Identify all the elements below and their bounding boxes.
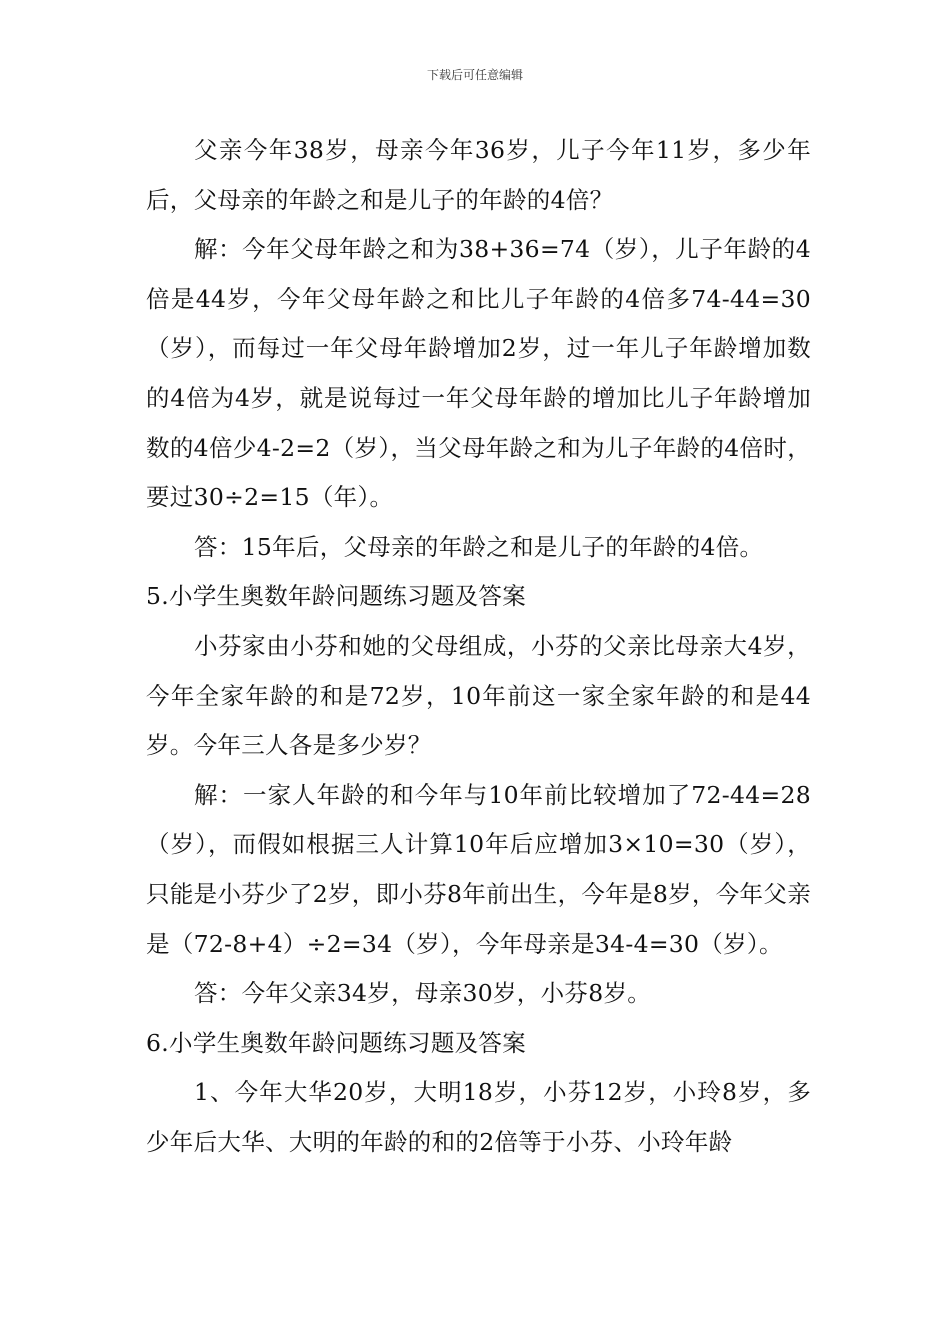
problem-5-question: 小芬家由小芬和她的父母组成，小芬的父亲比母亲大4岁，今年全家年龄的和是72岁，10年前这一家全家年龄的和是44岁。今年三人各是多少岁？ xyxy=(146,631,811,760)
problem-5-solution: 解：一家人年龄的和今年与10年前比较增加了72-44=28（岁），而假如根据三人计算10年后应增加3×10=30（岁），只能是小芬少了2岁，即小芬8年前出生，今年是8岁，今年父亲是（72-8+4）÷2=34（岁），今年母亲是34-4=30（岁）。 xyxy=(146,780,811,958)
problem-6-question: 1、今年大华20岁，大明18岁，小芬12岁，小玲8岁，多少年后大华、大明的年龄的和的2倍等于小芬、小玲年龄 xyxy=(146,1078,811,1156)
problem-5-answer: 答：今年父亲34岁，母亲30岁，小芬8岁。 xyxy=(194,979,652,1008)
section-heading-6: 6.小学生奥数年龄问题练习题及答案 xyxy=(146,1028,527,1057)
problem-4-question: 父亲今年38岁，母亲今年36岁，儿子今年11岁，多少年后，父母亲的年龄之和是儿子的年龄的4倍？ xyxy=(146,136,811,214)
problem-4-solution: 解：今年父母年龄之和为38+36=74（岁），儿子年龄的4倍是44岁，今年父母年龄之和比儿子年龄的4倍多74-44=30（岁），而每过一年父母年龄增加2岁，过一年儿子年龄增加数的4倍为4岁，就是说每过一年父母年龄的增加比儿子年龄增加数的4倍少4-2=2（岁），当父母年龄之和为儿子年龄的4倍时，要过30÷2=15（年）。 xyxy=(146,235,811,512)
document-body xyxy=(146,126,811,1167)
page-header: 下载后可任意编辑 xyxy=(426,68,523,82)
section-heading-5: 5.小学生奥数年龄问题练习题及答案 xyxy=(146,582,527,611)
problem-4-answer: 答：15年后，父母亲的年龄之和是儿子的年龄的4倍。 xyxy=(194,532,764,561)
